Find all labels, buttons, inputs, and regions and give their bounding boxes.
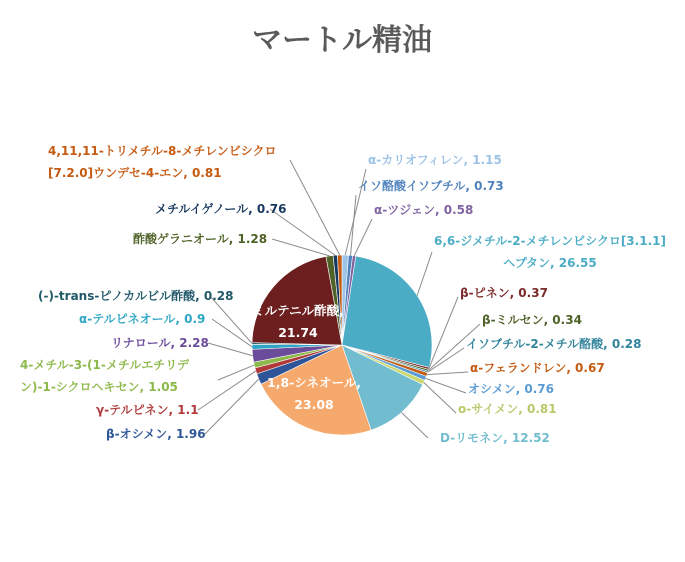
leader-line — [426, 378, 466, 393]
data-label — [468, 382, 554, 396]
data-label — [466, 336, 641, 351]
data-label-line: 酢酸ゲラニオール, 1.28 — [133, 232, 268, 246]
data-label — [470, 361, 605, 375]
data-label — [133, 231, 267, 246]
leader-line — [272, 239, 330, 256]
data-label-line: (-)-trans-ピノカルビル酢酸, 0.28 — [38, 289, 234, 303]
data-label-line: ミルテニル酢酸, — [252, 303, 344, 318]
data-label — [38, 288, 233, 303]
leader-line — [427, 372, 468, 375]
data-label-line: 6,6-ジメチル-2-メチレンビシクロ[3.1.1] — [434, 234, 666, 248]
data-label-line: α-ツジェン, 0.58 — [374, 203, 474, 217]
data-label-line: メチルイゲノール, 0.76 — [155, 202, 287, 216]
data-label-line: α-テルピネオール, 0.9 — [79, 312, 206, 326]
data-label — [20, 358, 190, 394]
chart-title: マートル精油 — [252, 23, 432, 58]
leader-line — [351, 195, 356, 255]
data-label — [79, 312, 205, 326]
data-label-line: D-リモネン, 12.52 — [440, 431, 550, 445]
data-label — [96, 403, 199, 417]
data-label — [111, 336, 209, 350]
data-label — [482, 313, 582, 327]
data-label-line: イソ酪酸イソブチル, 0.73 — [358, 179, 504, 193]
data-label — [48, 144, 277, 180]
data-label — [460, 286, 548, 300]
data-label-line: イソブチル-2-メチル酪酸, 0.28 — [466, 337, 642, 351]
leader-line — [429, 297, 458, 368]
leader-line — [428, 348, 464, 372]
leader-line — [424, 382, 456, 413]
leader-line — [402, 413, 428, 438]
data-label-line: α-カリオフィレン, 1.15 — [368, 153, 502, 167]
leader-line — [210, 296, 252, 343]
data-label-line: リナロール, 2.28 — [111, 336, 209, 350]
leader-line — [208, 343, 253, 356]
data-label-line: 23.08 — [294, 397, 334, 412]
leader-line — [218, 365, 254, 380]
data-label-line: 1,8-シネオール, — [267, 375, 361, 390]
data-label — [106, 427, 206, 441]
data-label-line: 21.74 — [278, 325, 318, 340]
data-label-line: γ-テルピネン, 1.1 — [96, 403, 199, 417]
data-label — [374, 203, 473, 217]
data-label-line: β-オシメン, 1.96 — [106, 427, 206, 441]
leader-line — [354, 219, 372, 256]
data-label — [155, 202, 286, 216]
data-label-line: ヘプタン, 26.55 — [503, 256, 597, 270]
data-label-line: 4,11,11-トリメチル-8-メチレンビシクロ — [48, 144, 277, 158]
data-label-line: ン)-1-シクロヘキセン, 1.05 — [20, 380, 178, 394]
data-label — [368, 153, 502, 167]
leader-line — [417, 252, 432, 296]
data-label-line: o-サイメン, 0.81 — [458, 402, 557, 416]
leader-line — [212, 319, 252, 347]
pie-slices — [252, 255, 432, 435]
data-label — [440, 431, 550, 445]
data-label-line: β-ミルセン, 0.34 — [482, 313, 582, 327]
data-label — [434, 234, 666, 270]
data-label-line: β-ピネン, 0.37 — [460, 286, 548, 300]
data-label — [358, 178, 504, 193]
data-label-line: [7.2.0]ウンデセ-4-エン, 0.81 — [48, 166, 222, 180]
data-label-line: オシメン, 0.76 — [468, 382, 554, 396]
data-label — [458, 402, 557, 416]
data-label-line: 4-メチル-3-(1-メチルエチリデ — [20, 358, 190, 372]
data-label-line: α-フェランドレン, 0.67 — [470, 361, 605, 375]
